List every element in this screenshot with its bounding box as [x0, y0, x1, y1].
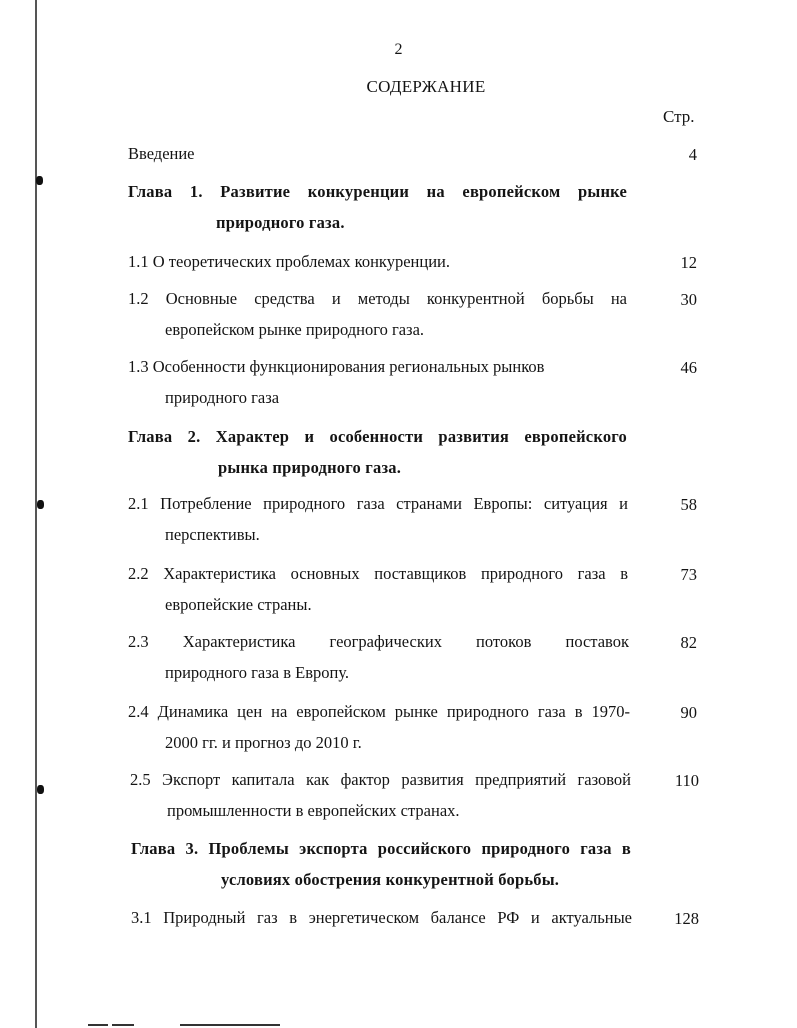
page-column-label: Стр. — [663, 107, 695, 126]
toc-entry-text: природного газа. — [216, 213, 345, 232]
scan-bottom-mark — [112, 1024, 134, 1026]
toc-entry-2-2[interactable] — [128, 558, 628, 620]
scan-mark — [37, 500, 44, 509]
toc-page-number: 46 — [680, 358, 697, 377]
toc-entry-text: 2000 гг. и прогноз до 2010 г. — [165, 733, 362, 752]
toc-entry-text: рынка природного газа. — [218, 458, 402, 477]
toc-page-number: 73 — [680, 565, 697, 584]
scan-mark — [37, 785, 44, 794]
toc-entry-2-4[interactable] — [128, 696, 630, 758]
toc-entry-text: Глава 2. Характер и особенности развития европейского — [128, 427, 627, 446]
toc-page-number: 4 — [688, 145, 697, 164]
toc-chapter-1[interactable] — [128, 176, 627, 238]
toc-entry-text: 2.4 Динамика цен на европейском рынке природного газа в 1970- — [128, 702, 630, 721]
toc-entry-text: Введение — [128, 144, 195, 163]
toc-page-number: 30 — [680, 290, 697, 309]
toc-entry-text: европейском рынке природного газа. — [165, 320, 425, 339]
toc-entry-text: Глава 3. Проблемы экспорта российского природного газа в — [131, 839, 631, 858]
toc-entry-text: природного газа — [165, 388, 280, 407]
toc-chapter-2[interactable] — [128, 421, 627, 483]
page-title: СОДЕРЖАНИЕ — [366, 77, 486, 96]
toc-entry-text: перспективы. — [165, 525, 260, 544]
toc-entry-1-3[interactable] — [128, 351, 648, 413]
toc-entry-text: 2.1 Потребление природного газа странами Европы: ситуация и — [128, 494, 628, 513]
toc-entry-2-5[interactable] — [130, 764, 631, 826]
toc-entry-text: 3.1 Природный газ в энергетическом балансе РФ и актуальные — [131, 908, 632, 927]
toc-entry-1-2[interactable] — [128, 283, 627, 345]
toc-entry-text: европейские страны. — [165, 595, 312, 614]
toc-entry-2-3[interactable] — [128, 626, 629, 688]
scan-bottom-mark — [180, 1024, 280, 1026]
toc-entry-text: условиях обострения конкурентной борьбы. — [221, 870, 560, 889]
toc-page-number: 128 — [674, 909, 699, 928]
toc-entry-text: 1.3 Особенности функционирования региональных рынков — [128, 357, 545, 376]
scan-bottom-mark — [88, 1024, 108, 1026]
toc-entry-1-1[interactable] — [128, 246, 628, 277]
toc-entry-text: 2.5 Экспорт капитала как фактор развития предприятий газовой — [130, 770, 631, 789]
toc-entry-2-1[interactable] — [128, 488, 628, 550]
toc-page-number: 90 — [680, 703, 697, 722]
toc-page-number: 12 — [680, 253, 697, 272]
toc-entry-text: 2.3 Характеристика географических потоков поставок — [128, 632, 629, 651]
scan-border-line — [35, 0, 37, 1028]
toc-chapter-3[interactable] — [131, 833, 631, 895]
toc-entry-introduction[interactable] — [128, 138, 628, 169]
page-number: 2 — [394, 41, 403, 58]
toc-entry-text: Глава 1. Развитие конкуренции на европейском рынке — [128, 182, 627, 201]
toc-entry-text: 1.1 О теоретических проблемах конкуренции. — [128, 252, 450, 271]
toc-page-number: 58 — [680, 495, 697, 514]
toc-entry-3-1[interactable] — [131, 902, 632, 933]
toc-page-number: 82 — [680, 633, 697, 652]
toc-entry-text: промышленности в европейских странах. — [167, 801, 460, 820]
toc-entry-text: природного газа в Европу. — [165, 663, 350, 682]
toc-entry-text: 2.2 Характеристика основных поставщиков природного газа в — [128, 564, 628, 583]
toc-page-number: 110 — [674, 771, 699, 790]
toc-entry-text: 1.2 Основные средства и методы конкурентной борьбы на — [128, 289, 627, 308]
scan-mark — [36, 176, 43, 185]
